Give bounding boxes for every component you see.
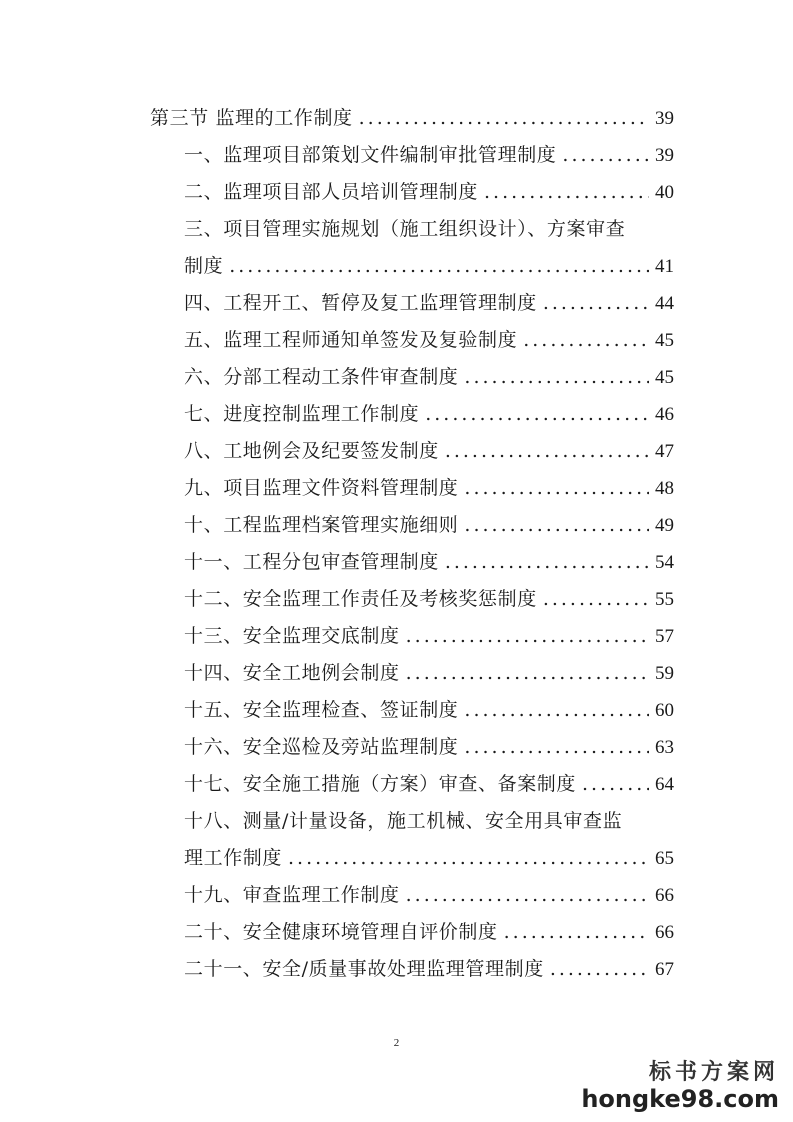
toc-entry-title: 十二、安全监理工作责任及考核奖惩制度 <box>184 588 537 610</box>
toc-entry-page: 57 <box>655 626 674 647</box>
toc-entry-page: 55 <box>655 589 674 610</box>
toc-dot-leader <box>562 137 649 174</box>
toc-dot-leader <box>523 322 649 359</box>
toc-entry-page: 60 <box>655 700 674 721</box>
toc-entry[interactable] <box>150 433 674 470</box>
toc-entry[interactable] <box>150 396 674 433</box>
toc-entry-page: 45 <box>655 367 674 388</box>
toc-dot-leader <box>484 174 649 211</box>
toc-entry-page: 66 <box>655 885 674 906</box>
toc-entry-title: 十三、安全监理交底制度 <box>184 625 400 647</box>
toc-entry-title: 十、工程监理档案管理实施细则 <box>184 514 459 536</box>
toc-dot-leader <box>543 285 649 322</box>
toc-entry[interactable] <box>150 803 674 840</box>
toc-entry-page: 46 <box>655 404 674 425</box>
toc-entry-page: 44 <box>655 293 674 314</box>
toc-dot-leader <box>406 618 649 655</box>
toc-entry[interactable] <box>150 581 674 618</box>
watermark-name: 标书方案网 <box>648 1060 779 1085</box>
toc-entry-title: 十八、测量/计量设备，施工机械、安全用具审查监 <box>184 810 623 832</box>
toc-entry-page: 39 <box>655 145 674 166</box>
toc-entry-page: 48 <box>655 478 674 499</box>
toc-entry-title: 十九、审查监理工作制度 <box>184 884 400 906</box>
toc-dot-leader <box>464 692 649 729</box>
toc-entry-title: 二、监理项目部人员培训管理制度 <box>184 181 479 203</box>
toc-dot-leader <box>425 396 649 433</box>
toc-entry-page: 45 <box>655 330 674 351</box>
toc-entry-title: 八、工地例会及纪要签发制度 <box>184 440 439 462</box>
toc-dot-leader <box>582 766 649 803</box>
toc-entry[interactable] <box>150 137 674 174</box>
toc-dot-leader <box>464 470 649 507</box>
toc-entry-title: 第三节 监理的工作制度 <box>150 107 353 129</box>
watermark-logo <box>581 1060 779 1112</box>
toc-entry-page: 64 <box>655 774 674 795</box>
toc-entry-title: 七、进度控制监理工作制度 <box>184 403 420 425</box>
toc-entry-page: 63 <box>655 737 674 758</box>
toc-entry[interactable] <box>150 951 674 988</box>
toc-entry-title: 十一、工程分包审查管理制度 <box>184 551 439 573</box>
toc-entry[interactable] <box>150 692 674 729</box>
toc-entry[interactable] <box>150 618 674 655</box>
toc-entry-page: 54 <box>655 552 674 573</box>
toc-dot-leader <box>464 729 649 766</box>
toc-entry-title: 十五、安全监理检查、签证制度 <box>184 699 459 721</box>
toc-entry[interactable] <box>150 322 674 359</box>
toc-entry-title: 九、项目监理文件资料管理制度 <box>184 477 459 499</box>
toc-entry-page: 49 <box>655 515 674 536</box>
toc-entry-title: 一、监理项目部策划文件编制审批管理制度 <box>184 144 557 166</box>
toc-dot-leader <box>359 100 649 137</box>
toc-entry[interactable] <box>150 507 674 544</box>
toc-entry-page: 47 <box>655 441 674 462</box>
table-of-contents <box>150 100 674 988</box>
toc-entry-title: 十六、安全巡检及旁站监理制度 <box>184 736 459 758</box>
toc-entry-title: 五、监理工程师通知单签发及复验制度 <box>184 329 518 351</box>
toc-entry-title: 十七、安全施工措施（方案）审查、备案制度 <box>184 773 577 795</box>
toc-dot-leader <box>445 433 649 470</box>
toc-dot-leader <box>543 581 649 618</box>
toc-entry-page: 39 <box>655 108 674 129</box>
toc-entry-title: 四、工程开工、暂停及复工监理管理制度 <box>184 292 537 314</box>
toc-entry[interactable] <box>150 470 674 507</box>
toc-entry[interactable] <box>150 174 674 211</box>
toc-entry[interactable] <box>150 877 674 914</box>
toc-dot-leader <box>406 655 649 692</box>
toc-entry-page: 40 <box>655 182 674 203</box>
toc-dot-leader <box>464 359 649 396</box>
toc-entry[interactable] <box>150 655 674 692</box>
toc-entry[interactable] <box>150 729 674 766</box>
toc-entry[interactable] <box>150 914 674 951</box>
toc-entry[interactable] <box>150 359 674 396</box>
toc-entry-page: 66 <box>655 922 674 943</box>
toc-dot-leader <box>504 914 649 951</box>
toc-dot-leader <box>288 840 649 877</box>
toc-entry-title: 理工作制度 <box>184 847 283 869</box>
toc-entry-title: 二十、安全健康环境管理自评价制度 <box>184 921 498 943</box>
toc-entry-title: 六、分部工程动工条件审查制度 <box>184 366 459 388</box>
toc-entry[interactable] <box>150 766 674 803</box>
toc-dot-leader <box>464 507 649 544</box>
toc-dot-leader <box>445 544 649 581</box>
watermark-url: hongke98.com <box>581 1085 779 1113</box>
toc-dot-leader <box>550 951 649 988</box>
toc-entry[interactable] <box>150 211 674 248</box>
toc-entry-page: 41 <box>655 256 674 277</box>
toc-entry-page: 59 <box>655 663 674 684</box>
toc-entry-title: 制度 <box>184 255 224 277</box>
toc-entry-page: 67 <box>655 959 674 980</box>
toc-entry[interactable] <box>150 544 674 581</box>
toc-entry[interactable] <box>150 840 674 877</box>
page-number: 2 <box>393 1037 400 1049</box>
toc-dot-leader <box>229 248 649 285</box>
toc-entry-title: 三、项目管理实施规划（施工组织设计）、方案审查 <box>184 218 626 240</box>
toc-entry[interactable] <box>150 248 674 285</box>
toc-entry-page: 65 <box>655 848 674 869</box>
toc-entry-title: 二十一、安全/质量事故处理监理管理制度 <box>184 958 544 980</box>
toc-entry[interactable] <box>150 100 674 137</box>
toc-entry-title: 十四、安全工地例会制度 <box>184 662 400 684</box>
toc-entry[interactable] <box>150 285 674 322</box>
toc-dot-leader <box>406 877 649 914</box>
